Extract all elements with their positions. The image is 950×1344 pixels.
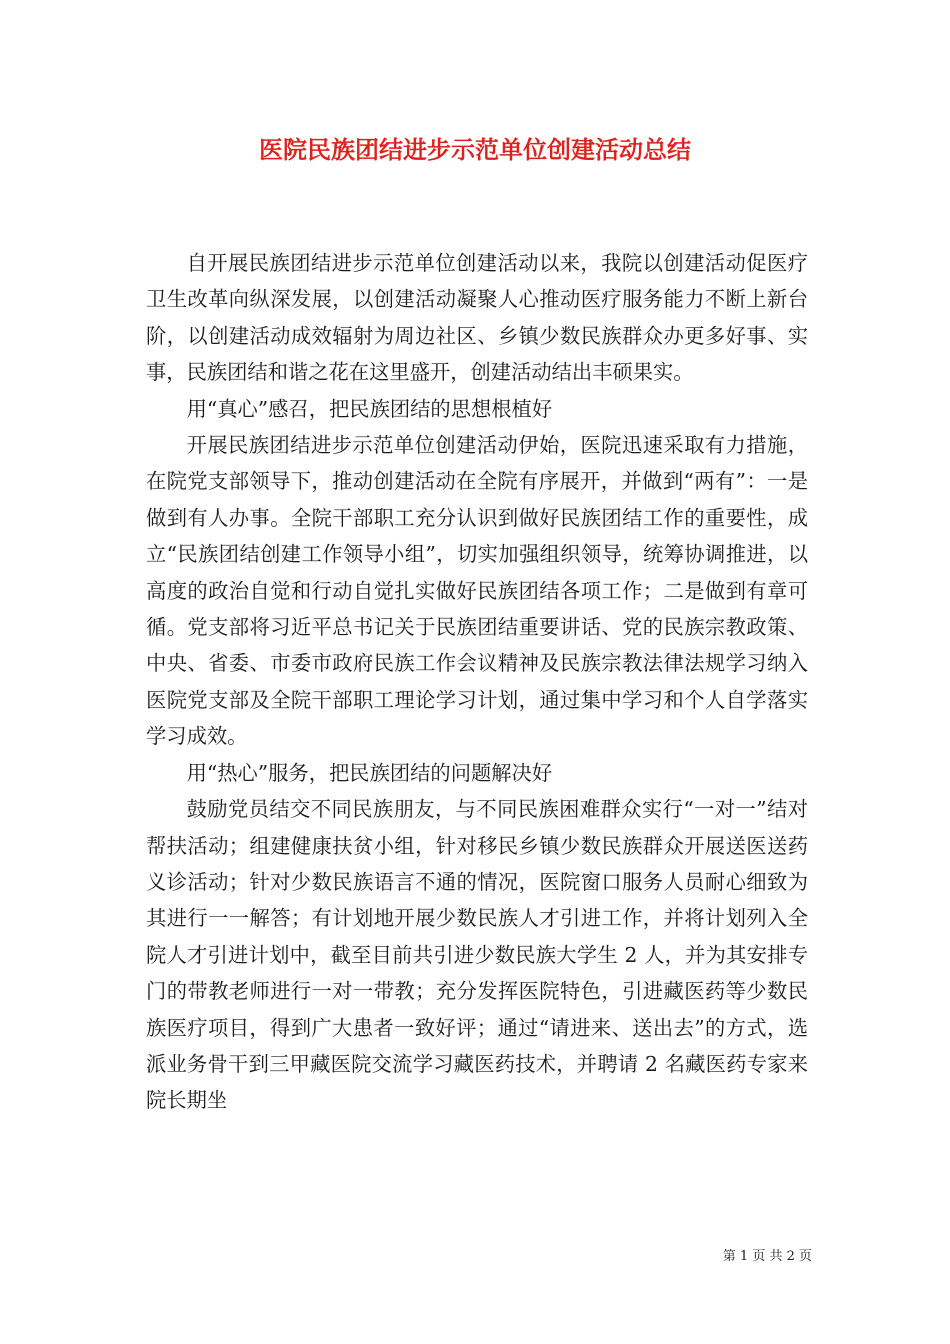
section-heading-sincerity: 用“真心”感召，把民族团结的思想根植好 — [186, 396, 553, 421]
service-paragraph: 鼓励党员结交不同民族朋友，与不同民族困难群众实行“一对一”结对帮扶活动；组建健康扶贫小组，针对移民乡镇少数民族群众开展送医送药义诊活动；针对少数民族语言不通的情况，医院窗口服务人员耐心细致为其进行一一解答；有计划地开展少数民族人才引进工作，并将计划列入全院人才引进计划中，截至目前共引进少数民族大学生 2 人，并为其安排专门的带教老师进行一对一带教；充分发挥医院特色，引进藏医药等少数民族医疗项目，得到广大患者一致好评；通过“请进来、送出去”的方式，选派业务骨干到三甲藏医院交流学习藏医药技术，并聘请 2 名藏医药专家来院长期坐 — [146, 797, 808, 1113]
intro-paragraph: 自开展民族团结进步示范单位创建活动以来，我院以创建活动促医疗卫生改革向纵深发展，以创建活动凝聚人心推动医疗服务能力不断上新台阶，以创建活动成效辐射为周边社区、乡镇少数民族群众办更多好事、实事，民族团结和谐之花在这里盛开，创建活动结出丰硕果实。 — [146, 251, 808, 385]
sincerity-paragraph: 开展民族团结进步示范单位创建活动伊始，医院迅速采取有力措施，在院党支部领导下，推动创建活动在全院有序展开，并做到“两有”：一是做到有人办事。全院干部职工充分认识到做好民族团结工作的重要性，成立“民族团结创建工作领导小组”，切实加强组织领导，统筹协调推进，以高度的政治自觉和行动自觉扎实做好民族团结各项工作；二是做到有章可循。党支部将习近平总书记关于民族团结重要讲话、党的民族宗教政策、中央、省委、市委市政府民族工作会议精神及民族宗教法律法规学习纳入医院党支部及全院干部职工理论学习计划，通过集中学习和个人自学落实学习成效。 — [146, 433, 808, 749]
document-body — [146, 245, 808, 1119]
section-heading-service: 用“热心”服务，把民族团结的问题解决好 — [186, 760, 553, 785]
page-number-footer: 第 1 页 共 2 页 — [722, 1249, 812, 1264]
document-title: 医院民族团结进步示范单位创建活动总结 — [259, 135, 691, 164]
